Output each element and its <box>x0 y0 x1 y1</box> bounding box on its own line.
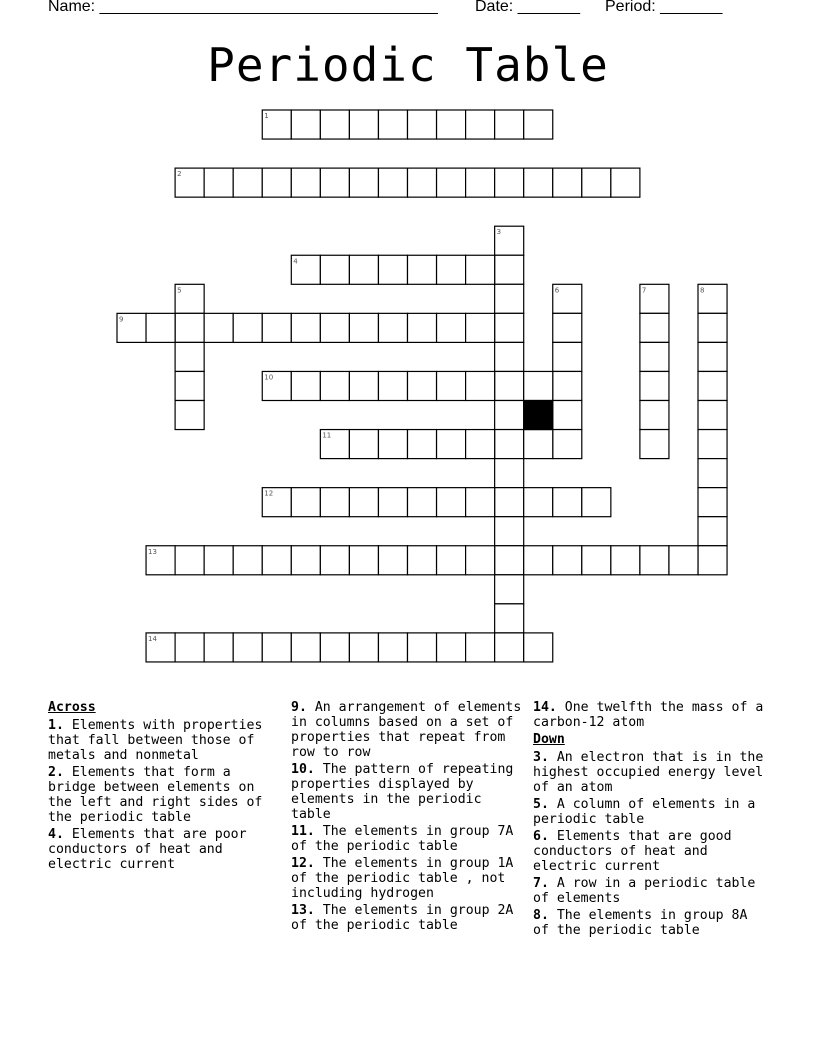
answer-cell[interactable] <box>640 546 669 575</box>
answer-cell[interactable] <box>437 546 466 575</box>
answer-cell[interactable] <box>495 342 524 371</box>
answer-cell[interactable] <box>320 313 349 342</box>
answer-cell[interactable] <box>698 401 727 430</box>
down-heading: Down <box>533 732 565 747</box>
answer-cell[interactable] <box>640 430 669 459</box>
answer-cell[interactable] <box>378 255 407 284</box>
clue-number-label: 6 <box>554 286 560 295</box>
answer-cell[interactable] <box>175 633 204 662</box>
answer-cell[interactable] <box>582 546 611 575</box>
answer-cell[interactable] <box>524 168 553 197</box>
answer-cell[interactable] <box>582 168 611 197</box>
across-clue: 14. One twelfth the mass of a carbon-12 atom <box>533 700 764 730</box>
clue-number-label: 3 <box>496 228 502 237</box>
date-field[interactable]: Date: _______ <box>475 0 580 15</box>
answer-cell[interactable] <box>378 110 407 139</box>
answer-cell[interactable] <box>437 168 466 197</box>
answer-cell[interactable] <box>378 546 407 575</box>
answer-cell[interactable] <box>524 633 553 662</box>
answer-cell[interactable] <box>408 546 437 575</box>
answer-cell[interactable] <box>291 168 320 197</box>
answer-cell[interactable] <box>524 488 553 517</box>
clue-number-label: 14 <box>148 634 157 643</box>
answer-cell[interactable] <box>349 430 378 459</box>
answer-cell[interactable] <box>611 168 640 197</box>
answer-cell[interactable] <box>698 430 727 459</box>
answer-cell[interactable] <box>524 546 553 575</box>
answer-cell[interactable] <box>495 575 524 604</box>
answer-cell[interactable] <box>495 284 524 313</box>
answer-cell[interactable] <box>291 371 320 400</box>
answer-cell[interactable] <box>669 546 698 575</box>
answer-cell[interactable] <box>378 430 407 459</box>
answer-cell[interactable] <box>320 168 349 197</box>
clue-number-label: 12 <box>264 489 274 498</box>
answer-cell[interactable] <box>378 371 407 400</box>
answer-cell[interactable] <box>262 546 291 575</box>
answer-cell[interactable] <box>698 546 727 575</box>
answer-cell[interactable] <box>291 546 320 575</box>
answer-cell[interactable] <box>495 255 524 284</box>
answer-cell[interactable] <box>175 546 204 575</box>
answer-cell[interactable] <box>204 546 233 575</box>
answer-cell[interactable] <box>495 546 524 575</box>
answer-cell[interactable] <box>553 430 582 459</box>
page-title: Periodic Table <box>207 38 609 92</box>
clue-number-label: 1 <box>264 112 269 120</box>
answer-cell[interactable] <box>437 110 466 139</box>
clue-number-label: 11 <box>322 431 332 440</box>
answer-cell[interactable] <box>291 633 320 662</box>
answer-cell[interactable] <box>466 546 495 575</box>
answer-cell[interactable] <box>291 488 320 517</box>
answer-cell[interactable] <box>437 488 466 517</box>
answer-cell[interactable] <box>175 371 204 400</box>
answer-cell[interactable] <box>437 371 466 400</box>
answer-cell[interactable] <box>349 488 378 517</box>
answer-cell[interactable] <box>291 110 320 139</box>
answer-cell[interactable] <box>495 517 524 546</box>
clue-number-label: 2 <box>177 170 182 179</box>
answer-cell[interactable] <box>495 110 524 139</box>
blocked-cell <box>524 401 553 430</box>
answer-cell[interactable] <box>320 110 349 139</box>
answer-cell[interactable] <box>466 633 495 662</box>
answer-cell[interactable] <box>611 546 640 575</box>
answer-cell[interactable] <box>262 313 291 342</box>
answer-cell[interactable] <box>408 430 437 459</box>
answer-cell[interactable] <box>524 110 553 139</box>
answer-cell[interactable] <box>524 430 553 459</box>
down-clue: 6. Elements that are good conductors of heat and electric current <box>533 829 732 874</box>
clue-number-label: 5 <box>177 286 182 295</box>
clue-column-3 <box>533 700 768 940</box>
answer-cell[interactable] <box>175 342 204 371</box>
answer-cell[interactable] <box>698 488 727 517</box>
answer-cell[interactable] <box>378 168 407 197</box>
answer-cell[interactable] <box>437 313 466 342</box>
answer-cell[interactable] <box>320 255 349 284</box>
answer-cell[interactable] <box>349 110 378 139</box>
across-heading: Across <box>48 700 96 715</box>
answer-cell[interactable] <box>495 488 524 517</box>
answer-cell[interactable] <box>495 633 524 662</box>
clue-number-label: 4 <box>293 257 298 266</box>
answer-cell[interactable] <box>262 168 291 197</box>
answer-cell[interactable] <box>408 110 437 139</box>
answer-cell[interactable] <box>378 633 407 662</box>
answer-cell[interactable] <box>466 110 495 139</box>
answer-cell[interactable] <box>349 313 378 342</box>
answer-cell[interactable] <box>466 430 495 459</box>
answer-cell[interactable] <box>408 313 437 342</box>
down-clue: 5. A column of elements in a periodic table <box>533 797 756 827</box>
answer-cell[interactable] <box>698 313 727 342</box>
answer-cell[interactable] <box>553 546 582 575</box>
answer-cell[interactable] <box>698 517 727 546</box>
down-clue: 7. A row in a periodic table of elements <box>533 876 756 906</box>
answer-cell[interactable] <box>466 488 495 517</box>
answer-cell[interactable] <box>698 342 727 371</box>
clue-number-label: 8 <box>700 286 705 295</box>
answer-cell[interactable] <box>495 604 524 633</box>
answer-cell[interactable] <box>320 546 349 575</box>
answer-cell[interactable] <box>349 255 378 284</box>
answer-cell[interactable] <box>553 488 582 517</box>
answer-cell[interactable] <box>437 633 466 662</box>
answer-cell[interactable] <box>495 430 524 459</box>
answer-cell[interactable] <box>640 342 669 371</box>
clue-number-label: 9 <box>119 315 124 324</box>
answer-cell[interactable] <box>408 255 437 284</box>
answer-cell[interactable] <box>146 313 175 342</box>
answer-cell[interactable] <box>204 633 233 662</box>
across-clue: 10. The pattern of repeating properties displayed by elements in the periodic table <box>291 762 514 822</box>
answer-cell[interactable] <box>553 342 582 371</box>
answer-cell[interactable] <box>349 371 378 400</box>
answer-cell[interactable] <box>349 633 378 662</box>
answer-cell[interactable] <box>408 633 437 662</box>
answer-cell[interactable] <box>495 459 524 488</box>
clue-column-1 <box>48 700 283 874</box>
answer-cell[interactable] <box>640 371 669 400</box>
answer-cell[interactable] <box>204 313 233 342</box>
answer-cell[interactable] <box>175 313 204 342</box>
period-field[interactable]: Period: _______ <box>605 0 723 15</box>
across-clue: 13. The elements in group 2A of the periodic table <box>291 903 514 933</box>
across-clue: 9. An arrangement of elements in columns based on a set of properties that repeat from row to row <box>291 700 522 760</box>
answer-cell[interactable] <box>437 430 466 459</box>
answer-cell[interactable] <box>553 371 582 400</box>
clue-column-2 <box>291 700 526 935</box>
answer-cell[interactable] <box>466 371 495 400</box>
answer-cell[interactable] <box>553 401 582 430</box>
answer-cell[interactable] <box>233 168 262 197</box>
answer-cell[interactable] <box>582 488 611 517</box>
answer-cell[interactable] <box>495 401 524 430</box>
answer-cell[interactable] <box>466 168 495 197</box>
name-field[interactable]: Name: ______________________________________ <box>48 0 438 15</box>
clue-number-label: 7 <box>641 286 647 295</box>
answer-cell[interactable] <box>349 546 378 575</box>
answer-cell[interactable] <box>320 633 349 662</box>
answer-cell[interactable] <box>204 168 233 197</box>
answer-cell[interactable] <box>495 313 524 342</box>
answer-cell[interactable] <box>466 255 495 284</box>
answer-cell[interactable] <box>640 313 669 342</box>
answer-cell[interactable] <box>698 371 727 400</box>
down-clue: 8. The elements in group 8A of the periodic table <box>533 908 748 938</box>
answer-cell[interactable] <box>553 313 582 342</box>
answer-cell[interactable] <box>233 546 262 575</box>
across-clue: 1. Elements with properties that fall between those of metals and nonmetal <box>48 718 263 763</box>
answer-cell[interactable] <box>233 633 262 662</box>
answer-cell[interactable] <box>408 488 437 517</box>
clue-number-label: 10 <box>264 373 274 382</box>
answer-cell[interactable] <box>553 168 582 197</box>
clue-number-label: 13 <box>148 547 157 556</box>
answer-cell[interactable] <box>698 459 727 488</box>
answer-cell[interactable] <box>349 168 378 197</box>
answer-cell[interactable] <box>291 313 320 342</box>
answer-cell[interactable] <box>378 313 407 342</box>
answer-cell[interactable] <box>408 371 437 400</box>
answer-cell[interactable] <box>175 401 204 430</box>
answer-cell[interactable] <box>320 488 349 517</box>
answer-cell[interactable] <box>495 371 524 400</box>
answer-cell[interactable] <box>262 633 291 662</box>
answer-cell[interactable] <box>233 313 262 342</box>
answer-cell[interactable] <box>495 168 524 197</box>
answer-cell[interactable] <box>524 371 553 400</box>
answer-cell[interactable] <box>640 401 669 430</box>
answer-cell[interactable] <box>466 313 495 342</box>
answer-cell[interactable] <box>408 168 437 197</box>
answer-cell[interactable] <box>320 371 349 400</box>
answer-cell[interactable] <box>437 255 466 284</box>
across-clue: 11. The elements in group 7A of the periodic table <box>291 824 514 854</box>
across-clue: 2. Elements that form a bridge between elements on the left and right sides of the periodic table <box>48 765 263 825</box>
across-clue: 4. Elements that are poor conductors of heat and electric current <box>48 827 247 872</box>
answer-cell[interactable] <box>378 488 407 517</box>
across-clue: 12. The elements in group 1A of the periodic table , not including hydrogen <box>291 856 514 901</box>
down-clue: 3. An electron that is in the highest occupied energy level of an atom <box>533 750 764 795</box>
